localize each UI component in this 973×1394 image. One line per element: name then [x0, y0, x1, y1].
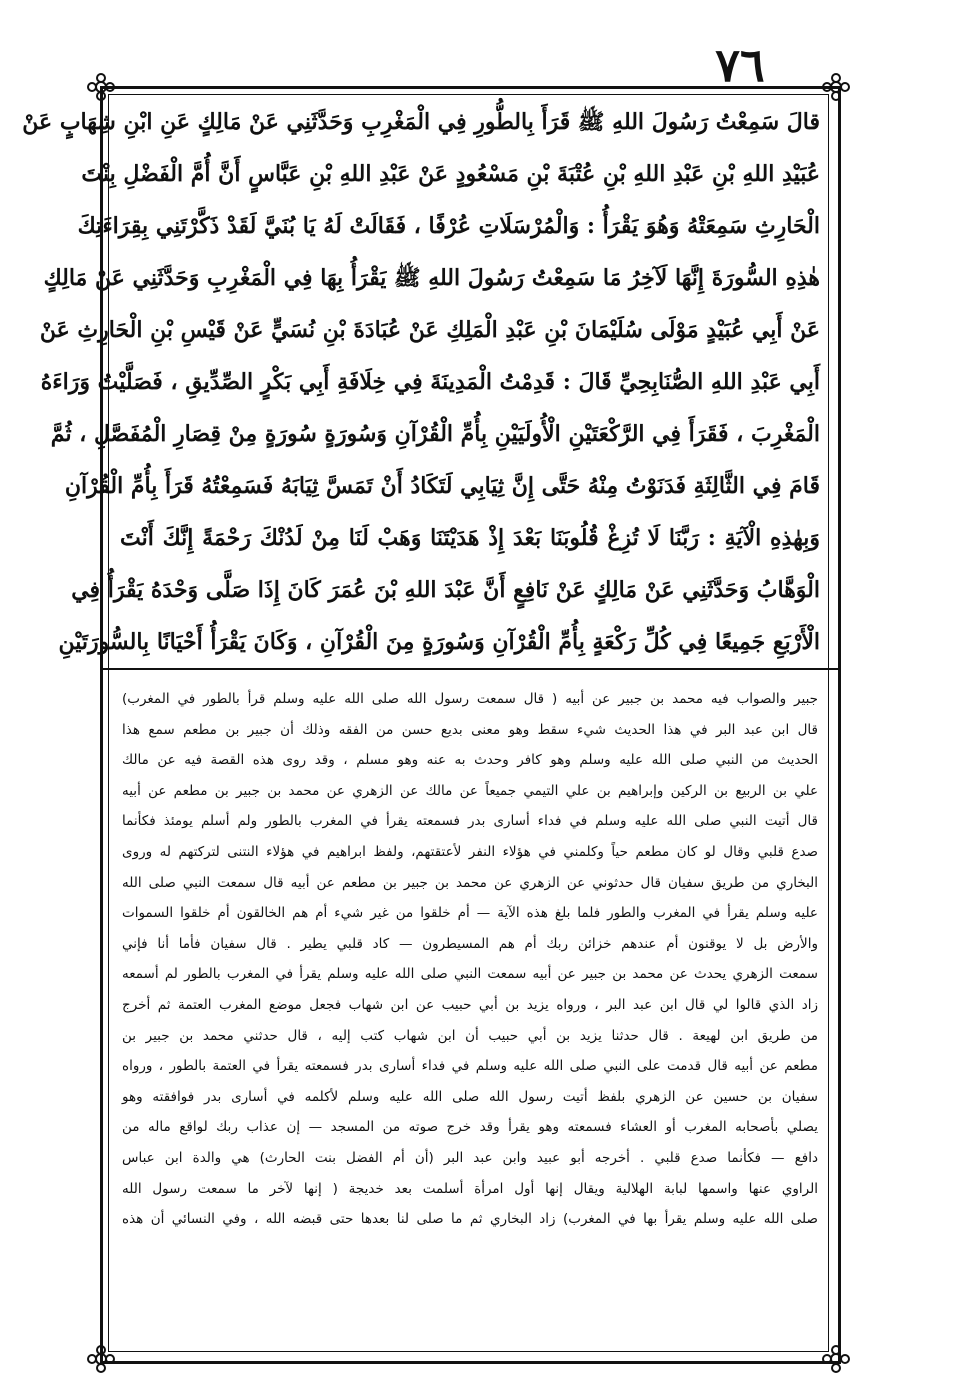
floral-corner-icon	[821, 1344, 851, 1374]
footnote-line: الراوي عنها واسمها لبابة الهلالية ويقال إنها أول امرأة أسلمت بعد خديجة ( إنها لآخر ما سمعت رسول الله	[122, 1180, 818, 1197]
footnote-line: البخاري من طريق سفيان قال حدثوني عن الزهري عن محمد بن جبير بن مطعم عن أبيه قال سمعت النبي صلى الله	[122, 874, 818, 891]
main-text-line: الْمَغْرِبَ ، فَقَرَأَ فِي الرَّكْعَتَيْنِ الْأُولَيَيْنِ بِأُمِّ الْقُرْآنِ وَسُورَةٍ سُورَةٍ مِنْ قِصَارِ الْمُفَصَّلِ ، ثُمَّ	[50, 421, 820, 447]
footnote-line: يصلي بأصحابه المغرب أو العشاء فسمعته وهو يقرأ وقد خرج صوته من المسجد — إن عذاب ربك لواقع ماله من	[122, 1119, 818, 1136]
footnote-divider	[100, 668, 838, 670]
footnote-line: دافع — فكأنما صدع قلبي . أخرجه أبو عبيد وابن عبد البر (أن أم الفضل بنت الحارث) هي والدة ابن عباس	[122, 1149, 818, 1166]
footnote-line: والأرض بل لا يوقنون أم عندهم خزائن ربك أم هم المسيطرون — كاد قلبي يطير . قال سفيان فأما أنا فإني	[122, 935, 818, 952]
footnote-line: صدع قلبي وقال لو كان مطعم حياً وكلمني في هؤلاء النفر لأعتقتهم، ولفظ ابراهيم في هؤلاء النتنى لتركتهم له وروى	[122, 843, 818, 860]
footnote-line: جبير والصواب فيه محمد بن جبير عن أبيه ( قال سمعت رسول الله صلى الله عليه وسلم قرأ بالطور في المغرب)	[122, 691, 818, 707]
footnote-line: صلى الله عليه وسلم يقرأ بها في المغرب) زاد البخاري ثم ما صلى لنا بعدها حتى قبضه الله ، وفي النسائي أن هذه	[122, 1211, 818, 1228]
main-text-block	[22, 96, 820, 662]
main-text-line: الْحَارِثِ سَمِعَتْهُ وَهُوَ يَقْرَأُ : وَالْمُرْسَلَاتِ عُرْفًا ، فَقَالَتْ لَهُ يَا بُنَيَّ لَقَدْ ذَكَّرْتَنِي بِقِرَاءَتِكَ	[77, 213, 820, 239]
main-text-line: هٰذِهِ السُّورَةَ إِنَّهَا لَآخِرُ مَا سَمِعْتُ رَسُولَ اللهِ ﷺ يَقْرَأُ بِهَا فِي الْمَغْرِبِ وَحَدَّثَنِي عَنْ مَالِكٍ	[43, 265, 820, 291]
main-text-line: أَبِي عَبْدِ اللهِ الصُّنَابِحِيِّ قَالَ : قَدِمْتُ الْمَدِينَةَ فِي خِلَافَةِ أَبِي بَكْرٍ الصِّدِّيقِ ، فَصَلَّيْتُ وَرَاءَهُ	[40, 369, 820, 395]
footnote-line: قال أتيت النبي صلى الله عليه وسلم في فداء أسارى بدر فسمعته يقرأ في المغرب بالطور ولم أسلم يومئذ فكأنما	[122, 813, 818, 830]
footnote-line: الحديث من النبي صلى الله عليه وسلم وهو كافر وحدث به عنه وهو مسلم ، وقد روى هذه القصة فيه عن مالك	[122, 752, 818, 769]
footnote-line: سفيان بن حسين عن الزهري بلفظ أتيت رسول الله صلى الله عليه وسلم لأكلمه في أسارى بدر فوافقته وهو	[122, 1088, 818, 1105]
main-text-line: الْوَهَّابُ وَحَدَّثَنِي عَنْ مَالِكٍ عَنْ نَافِعٍ أَنَّ عَبْدَ اللهِ بْنَ عُمَرَ كَانَ إِذَا صَلَّى وَحْدَهُ يَقْرَأُ فِي	[71, 577, 820, 603]
footnote-line: مطعم عن أبيه قال قدمت على النبي صلى الله عليه وسلم في فداء أسارى بدر فسمعته يقرأ في العتمة بالطور ، ورواه	[122, 1058, 818, 1075]
main-text-line: قالَ سَمِعْتُ رَسُولَ اللهِ ﷺ قَرَأَ بِالطُّورِ فِي الْمَغْرِبِ وَحَدَّثَنِي عَنْ مَالِكٍ عَنِ ابْنِ شِهَابٍ عَنْ	[22, 109, 820, 135]
page-number: ٧٦	[715, 38, 765, 92]
footnote-line: عليه وسلم يقرأ في المغرب والطور فلما بلغ هذه الآية — أم خلقوا من غير شيء أم هم الخالقون أم خلقوا السموات	[122, 905, 818, 922]
footnote-line: علي بن الربيع بن الركين وإبراهيم بن علي التيمي جميعاً عن مالك عن الزهري عن محمد بن جبير بن مطعم عن أبيه	[122, 782, 818, 799]
footnote-line: قال ابن عبد البر في هذا الحديث شيء سقط وهو معنى بديع حسن من الفقه وذلك أن جبير بن مطعم سمع هذا	[122, 721, 818, 738]
footnote-line: سمعت الزهري يحدث عن محمد بن جبير عن أبيه سمعت النبي صلى الله عليه وسلم يقرأ في المغرب بالطور لم أسمعه	[122, 966, 818, 983]
floral-corner-icon	[821, 72, 851, 102]
footnote-line: زاد الذي قالوا لي قال ابن عبد البر ، ورواه يزيد بن أبي حبيب عن ابن شهاب فجعل موضع المغرب العتمة ثم أخرج	[122, 996, 818, 1013]
main-text-line: الْأَرْبَعِ جَمِيعًا فِي كُلِّ رَكْعَةٍ بِأُمِّ الْقُرْآنِ وَسُورَةٍ مِنَ الْقُرْآنِ ، وَكَانَ يَقْرَأُ أَحْيَانًا بِالسُّورَتَيْنِ	[58, 629, 820, 655]
footnote-line: من طريق ابن لهيعة . قال حدثنا يزيد بن أبي حبيب أن ابن شهاب كتب إليه ، قال حدثني محمد بن جبير بن	[122, 1027, 818, 1044]
footnotes-block	[122, 684, 818, 1340]
floral-corner-icon	[86, 1344, 116, 1374]
main-text-line: قَامَ فِي الثَّالِثَةِ فَدَنَوْتُ مِنْهُ حَتَّى إِنَّ ثِيَابِي لَتَكَادُ أَنْ تَمَسَّ ثِيَابَهُ فَسَمِعْتُهُ قَرَأَ بِأُمِّ الْقُرْآنِ	[64, 473, 820, 499]
main-text-line: عَنْ أَبِي عُبَيْدٍ مَوْلَى سُلَيْمَانَ بْنِ عَبْدِ الْمَلِكِ عَنْ عُبَادَةَ بْنِ نُسَيٍّ عَنْ قَيْسِ بْنِ الْحَارِثِ عَنْ	[39, 317, 820, 343]
main-text-line: وَبِهٰذِهِ الْآيَةِ : رَبَّنَا لَا تُزِغْ قُلُوبَنَا بَعْدَ إِذْ هَدَيْتَنَا وَهَبْ لَنَا مِنْ لَدُنْكَ رَحْمَةً إِنَّكَ أَنْتَ	[120, 525, 820, 551]
main-text-line: عُبَيْدِ اللهِ بْنِ عَبْدِ اللهِ بْنِ عُتْبَةَ بْنِ مَسْعُودٍ عَنْ عَبْدِ اللهِ بْنِ عَبَّاسٍ أَنَّ أُمَّ الْفَضْلِ بِنْتَ	[81, 161, 820, 187]
